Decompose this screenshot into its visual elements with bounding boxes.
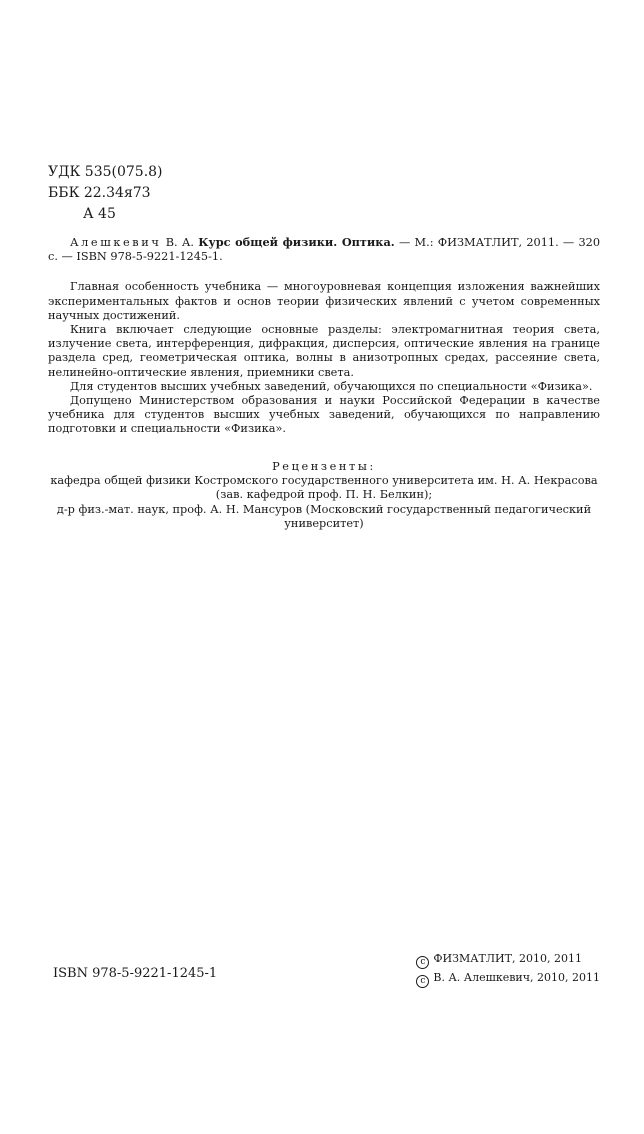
bbk-code: ББК 22.34я73 <box>48 185 151 201</box>
reviewer-line: (зав. кафедрой проф. П. Н. Белкин); <box>215 488 433 502</box>
author-initials: В. А. <box>165 236 194 249</box>
reviewers-block <box>48 460 600 531</box>
author-surname: Алешкевич <box>70 236 162 249</box>
copyright-line <box>416 969 600 988</box>
annotation-paragraph: Книга включает следующие основные разделы: электромагнитная теория света, излучение света, интерференция, дифракция, дисперсия, оптические явления на границе раздела сред, геометрическая оптика, волны в анизотропных средах, рассеяние света, нелинейно-оптические явления, приемники света. <box>48 323 600 379</box>
author-sign: А 45 <box>83 206 116 222</box>
copyright-holder: ФИЗМАТЛИТ, 2010, 2011 <box>433 952 582 965</box>
book-title: Курс общей физики. Оптика. <box>198 235 395 249</box>
copyright-line <box>416 950 600 969</box>
reviewer-line: университет) <box>284 516 364 530</box>
isbn-number: ISBN 978-5-9221-1245-1 <box>53 966 218 981</box>
reviewer-line: д-р физ.-мат. наук, проф. А. Н. Мансуров (Московский государственный педагогический <box>56 502 592 516</box>
annotation-paragraph: Главная особенность учебника — многоуровневая концепция изложения важнейших экспериментальных фактов и основ теории физических явлений с учетом современных научных достижений. <box>48 280 600 322</box>
bibliographic-record <box>48 235 600 264</box>
publication-info: — М.: ФИЗМАТЛИТ, 2011. — 320 с. — ISBN 978-5-9221-1245-1. <box>48 236 601 264</box>
classification-block <box>48 162 163 225</box>
annotation-paragraph: Допущено Министерством образования и науки Российской Федерации в качестве учебника для студентов высших учебных заведений, обучающихся по направлению подготовки и специальности «Физика». <box>48 394 600 436</box>
udk-code: УДК 535(075.8) <box>48 164 163 180</box>
annotation-paragraph: Для студентов высших учебных заведений, обучающихся по специальности «Физика». <box>70 379 593 393</box>
copyright-icon: c <box>416 956 429 969</box>
annotation-block <box>48 235 600 437</box>
reviewers-heading: Рецензенты: <box>272 460 376 473</box>
copyright-icon: c <box>416 975 429 988</box>
reviewer-line: кафедра общей физики Костромского государственного университета им. Н. А. Некрасова <box>50 474 598 488</box>
copyright-block <box>416 950 600 988</box>
copyright-holder: В. А. Алешкевич, 2010, 2011 <box>433 971 600 984</box>
